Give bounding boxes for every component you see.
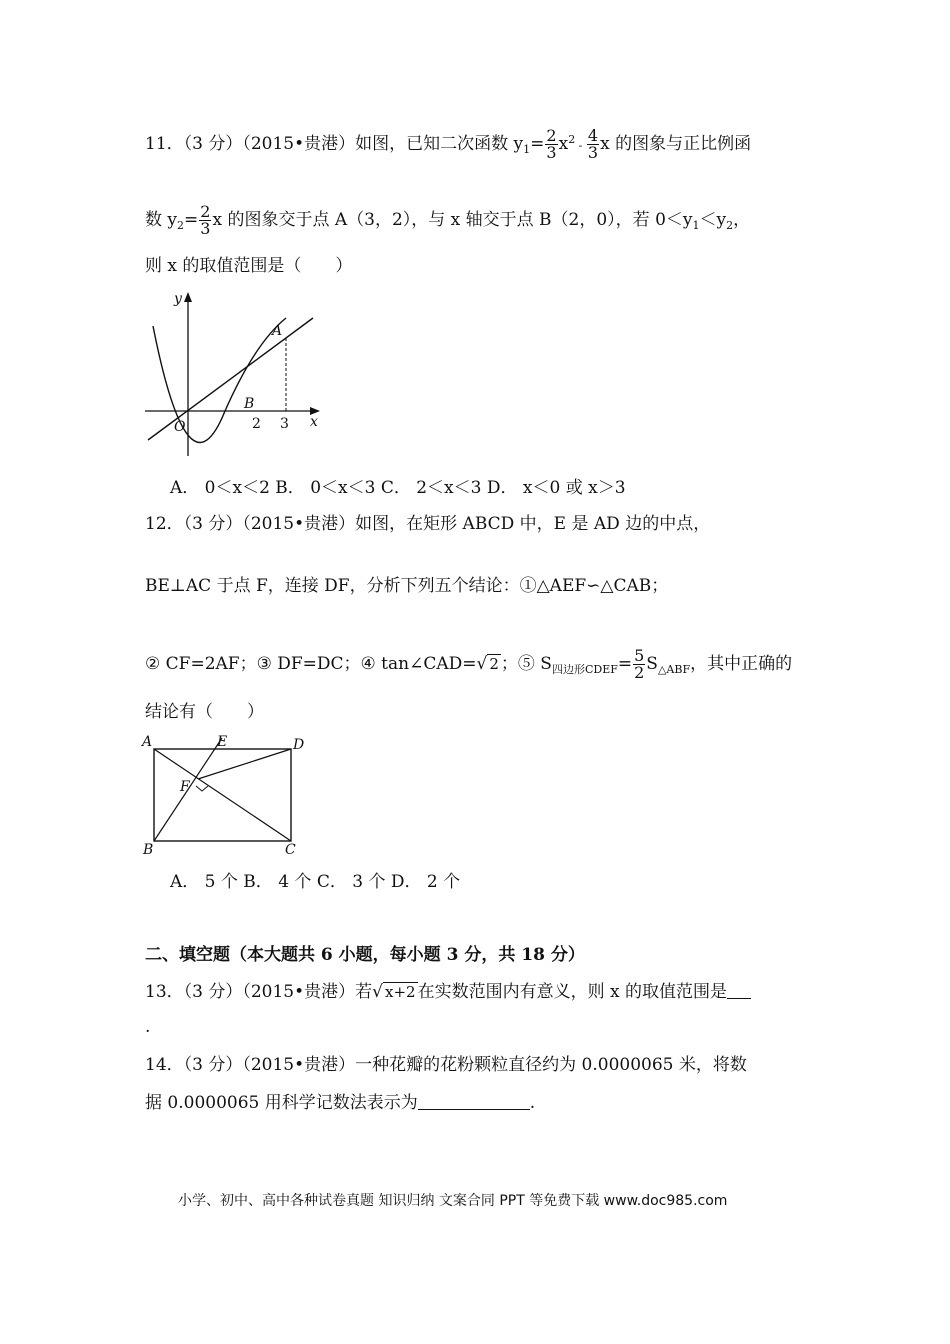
fraction: $\frac{5}{2}$ [634,646,645,682]
label-b: B [143,842,154,858]
label-a: A [142,734,153,750]
fraction: $\frac{2}{3}$ [200,202,211,238]
section-title: 二、填空题（本大题共 6 小题，每小题 3 分，共 18 分） [145,945,585,965]
q14-line2: 据 0.0000065 用科学记数法表示为 . [145,1093,536,1113]
q13-dot: . [145,1017,151,1037]
answer-blank [418,1091,530,1110]
y-axis-label: y [174,291,182,307]
q12-line2: BE⊥AC 于点 F，连接 DF，分析下列五个结论：①△AEF∽△CAB； [145,576,669,596]
label-f: F [180,779,190,795]
footer: 小学、初中、高中各种试卷真题 知识归纳 文案合同 PPT 等免费下载 www.doc985.com [178,1193,728,1209]
sqrt: √ 2 [476,654,499,674]
tick-2-label: 2 [252,416,261,432]
q12-line1: 12．（3 分）（2015•贵港）如图，在矩形 ABCD 中，E 是 AD 边的中点， [145,514,711,534]
point-a-label: A [272,323,283,339]
tick-3-label: 3 [280,416,289,432]
q12-rectangle-figure [140,730,315,860]
label-d: D [293,737,305,753]
q11-line1: 11．（3 分）（2015•贵港）如图，已知二次函数 $y_1=$ $\frac{2}{3}$ $x^2$ - $\frac{4}{3}$ x 的图象与正比例函 [145,126,752,162]
label-e: E [217,734,228,750]
q11-line3: 则 x 的取值范围是（ ） [145,256,353,276]
point-b-label: B [244,396,255,412]
q14-line1: 14．（3 分）（2015•贵港）一种花瓣的花粉颗粒直径约为 0.0000065 米，将数 [145,1055,747,1075]
q11-options: A． 0＜x＜2 B． 0＜x＜3 C． 2＜x＜3 D． x＜0 或 x＞3 [170,478,626,498]
fraction: $\frac{2}{3}$ [546,126,557,162]
q12-line4: 结论有（ ） [145,702,264,722]
q12-line3: ② CF=2AF；③ DF=DC；④ tan∠CAD=√ 2 ；⑤ $S_{四边形CDEF}=$ $\frac{5}{2}$ $S_{\triangle ABF}$，其中正确的 [145,646,793,682]
q11-graph [140,288,340,463]
q11-line2: 数 $y_2=$ $\frac{2}{3}$ x 的图象交于点 A（3，2），与 x 轴交于点 B（2，0），若 $0<y_1<y_2$， [145,202,751,238]
fraction: $\frac{4}{3}$ [587,126,599,162]
x-axis-label: x [310,414,318,430]
q13-line1: 13．（3 分）（2015•贵港）若√ x+2 在实数范围内有意义，则 x 的取值范围是 [145,980,751,1004]
answer-blank [727,980,751,999]
sqrt: √ x+2 [372,982,416,1002]
q12-options: A． 5 个 B． 4 个 C． 3 个 D． 2 个 [170,872,461,892]
label-c: C [285,842,296,858]
origin-label: O [174,419,186,435]
